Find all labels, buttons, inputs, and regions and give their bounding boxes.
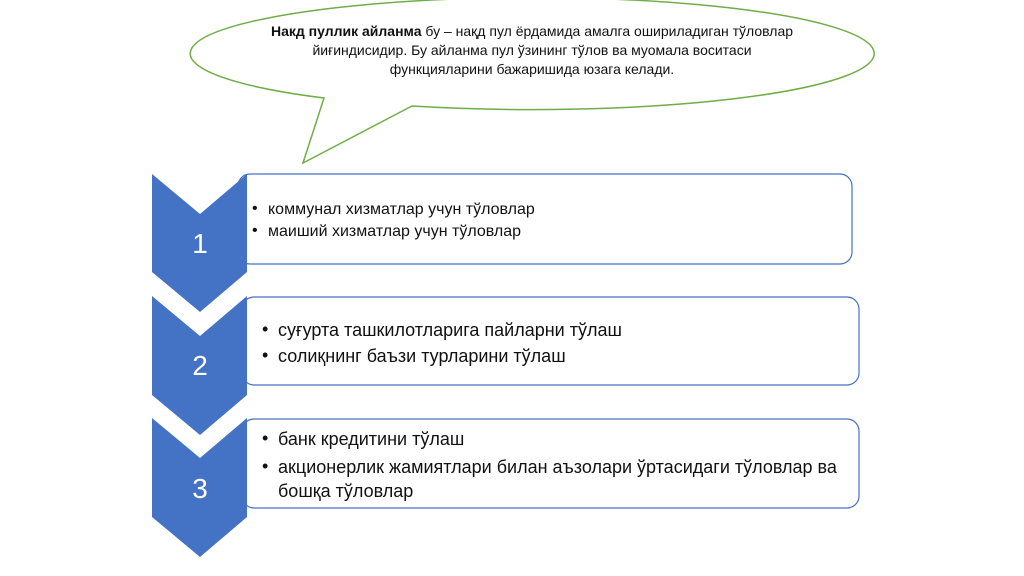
- step-1-number: 1: [192, 228, 208, 259]
- step-2-list: [262, 317, 842, 369]
- list-item: • банк кредитини тўлаш: [262, 427, 842, 451]
- step-2-number: 2: [192, 350, 208, 381]
- list-item: • суғурта ташкилотларига пайларни тўлаш: [262, 317, 842, 343]
- list-item: • акционерлик жамиятлари билан аъзолари ўртасидаги тўловлар ва бошқа тўловлар: [262, 455, 842, 503]
- callout-text: [268, 22, 796, 79]
- callout-definition: бу – нақд пул ёрдамида амалга ошириладиган тўловлар йиғиндисидир. Бу айланма пул ўзининг тўлов ва муомала воситаси функцияларини бажаришида юзага келади.: [312, 23, 794, 77]
- list-item: • маиший хизматлар учун тўловлар: [252, 221, 832, 243]
- step-1-list: [252, 199, 832, 243]
- step-3-number: 3: [192, 473, 208, 504]
- list-item: • солиқнинг баъзи турларини тўлаш: [262, 343, 842, 369]
- step-3-list: [262, 427, 842, 507]
- callout-bold-term: Накд пуллик айланма: [270, 23, 422, 39]
- list-item: • коммунал хизматлар учун тўловлар: [252, 199, 832, 221]
